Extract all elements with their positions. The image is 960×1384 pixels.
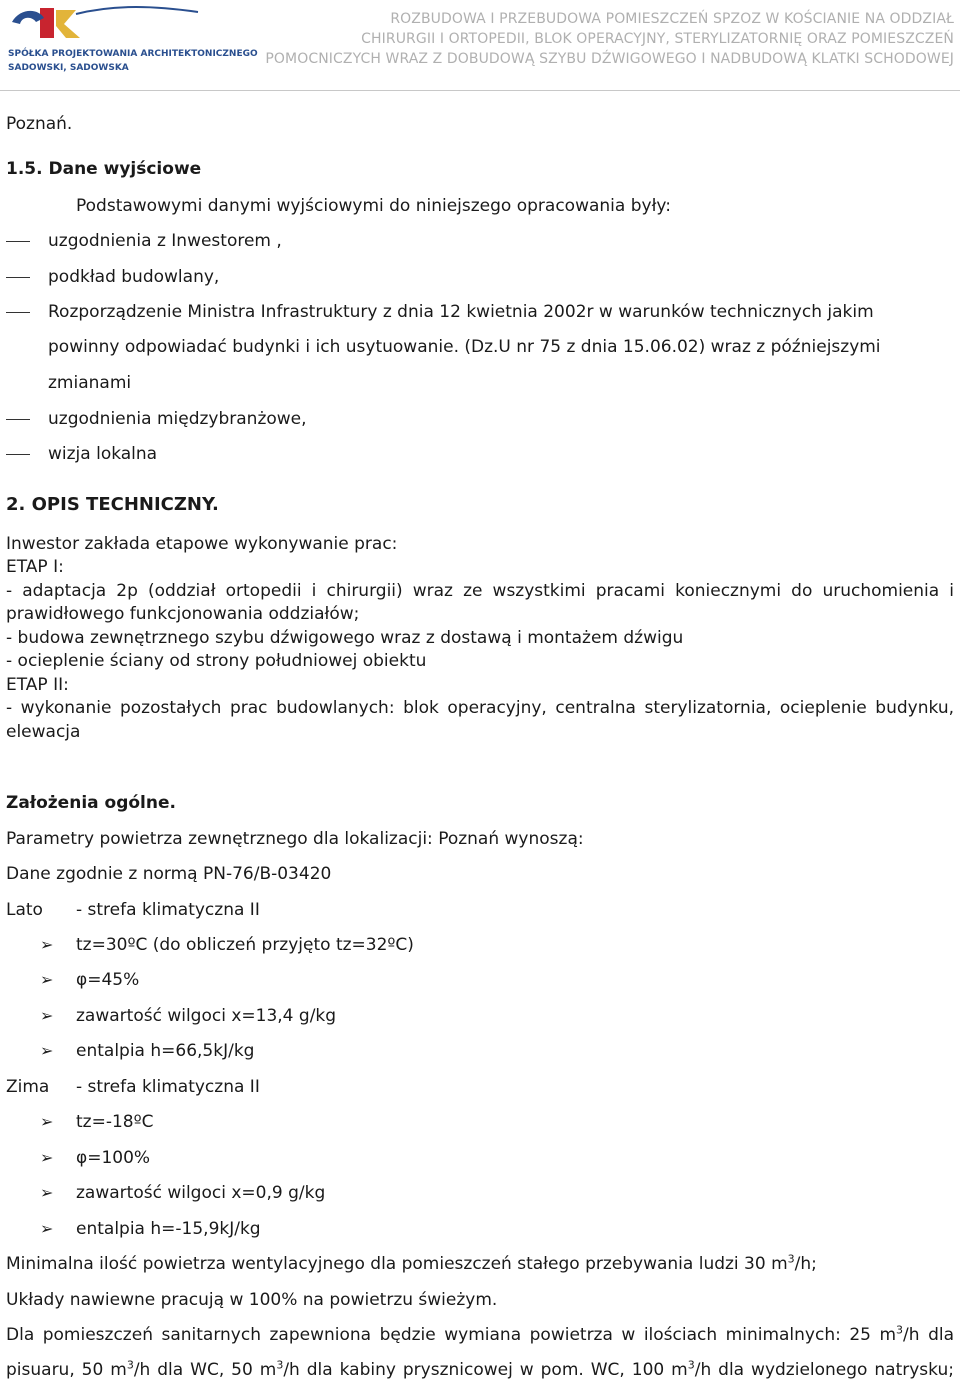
arrow-bullet-icon: ➢ <box>40 935 54 954</box>
etap-1-label: ETAP I: <box>6 557 64 577</box>
winter-label: Zima <box>6 1077 50 1097</box>
list-item-continued: powinny odpowiadać budynki i ich usytuowanie. (Dz.U nr 75 z dnia 15.06.02) wraz z późniejszymi <box>48 337 881 357</box>
arrow-bullet-icon: ➢ <box>40 970 54 989</box>
dash-bullet <box>6 241 30 242</box>
logo-blue-arc <box>12 11 44 24</box>
summer-param: φ=45% <box>76 970 140 990</box>
separate-shower-text: /h dla wydzielonego natrysku; <box>694 1360 954 1380</box>
dash-bullet <box>6 454 30 455</box>
logo-company-name: SPÓŁKA PROJEKTOWANIA ARCHITEKTONICZNEGO <box>8 49 258 59</box>
winter-param: entalpia h=-15,9kJ/kg <box>76 1219 261 1239</box>
winter-zone: - strefa klimatyczna II <box>76 1077 260 1097</box>
etap-1-item-1-cont: prawidłowego funkcjonowania oddziałów; <box>6 604 360 624</box>
min-air-unit: /h; <box>794 1254 817 1274</box>
section-1-5-heading: 1.5. Dane wyjściowe <box>6 159 202 179</box>
header-divider <box>0 90 960 91</box>
arrow-bullet-icon: ➢ <box>40 1041 54 1060</box>
section-2-heading: 2. OPIS TECHNICZNY. <box>6 494 219 515</box>
sanitary-unit: /h dla <box>903 1325 954 1345</box>
sanitary-detail-line <box>6 1359 954 1381</box>
min-air-line <box>6 1253 817 1275</box>
project-title <box>214 9 954 69</box>
list-item: podkład budowlany, <box>48 267 220 287</box>
page-header <box>0 0 960 92</box>
superscript: 3 <box>896 1323 904 1337</box>
arrow-bullet-icon: ➢ <box>40 1112 54 1131</box>
winter-param: φ=100% <box>76 1148 151 1168</box>
etap-1-item-2: - budowa zewnętrznego szybu dźwigowego wraz z dostawą i montażem dźwigu <box>6 628 684 648</box>
summer-zone: - strefa klimatyczna II <box>76 900 260 920</box>
arrow-bullet-icon: ➢ <box>40 1183 54 1202</box>
project-title-line-3: POMOCNICZYCH WRAZ Z DOBUDOWĄ SZYBU DŹWIGOWEGO I NADBUDOWĄ KLATKI SCHODOWEJ <box>265 51 954 67</box>
summer-param: zawartość wilgoci x=13,4 g/kg <box>76 1006 337 1026</box>
dash-bullet <box>6 312 30 313</box>
urinal-text: pisuaru, 50 m <box>6 1360 127 1380</box>
superscript: 3 <box>787 1252 795 1266</box>
supply-line: Układy nawiewne pracują w 100% na powietrzu świeżym. <box>6 1290 498 1310</box>
params-line: Parametry powietrza zewnętrznego dla lokalizacji: Poznań wynoszą: <box>6 829 584 849</box>
list-item-continued: zmianami <box>48 373 132 393</box>
sanitary-line <box>6 1324 954 1346</box>
superscript: 3 <box>276 1358 284 1372</box>
etap-2-label: ETAP II: <box>6 675 69 695</box>
shower-text: /h dla kabiny prysznicowej w pom. WC, 100 m <box>283 1360 688 1380</box>
assumptions-heading: Założenia ogólne. <box>6 793 176 813</box>
dash-bullet <box>6 419 30 420</box>
etap-1-item-1: - adaptacja 2p (oddział ortopedii i chirurgii) wraz ze wszystkimi pracami koniecznymi do uruchomienia i <box>6 581 954 601</box>
sanitary-text: Dla pomieszczeń sanitarnych zapewniona będzie wymiana powietrza w ilościach minimalnych: 25 m <box>6 1325 897 1345</box>
etap-2-item-1-cont: elewacja <box>6 722 81 742</box>
investor-line: Inwestor zakłada etapowe wykonywanie prac: <box>6 534 398 554</box>
arrow-bullet-icon: ➢ <box>40 1148 54 1167</box>
company-logo <box>6 4 258 84</box>
logo-swoosh <box>76 7 198 14</box>
project-title-line-1: ROZBUDOWA I PRZEBUDOWA POMIESZCZEŃ SPZOZ W KOŚCIANIE NA ODDZIAŁ <box>390 11 954 27</box>
project-title-line-2: CHIRURGII I ORTOPEDII, BLOK OPERACYJNY, STERYLIZATORNIĘ ORAZ POMIESZCZEŃ <box>361 31 954 47</box>
intro-text: Podstawowymi danymi wyjściowymi do niniejszego opracowania były: <box>76 196 671 216</box>
superscript: 3 <box>687 1358 695 1372</box>
superscript: 3 <box>126 1358 134 1372</box>
list-item: uzgodnienia z Inwestorem , <box>48 231 282 251</box>
winter-param: tz=-18ºC <box>76 1112 154 1132</box>
list-item: wizja lokalna <box>48 444 158 464</box>
norm-line: Dane zgodnie z normą PN-76/B-03420 <box>6 864 332 884</box>
arrow-bullet-icon: ➢ <box>40 1006 54 1025</box>
summer-label: Lato <box>6 900 43 920</box>
summer-param: entalpia h=66,5kJ/kg <box>76 1041 255 1061</box>
logo-owners: SADOWSKI, SADOWSKA <box>8 63 129 73</box>
city-line: Poznań. <box>6 114 73 134</box>
arrow-bullet-icon: ➢ <box>40 1219 54 1238</box>
etap-2-item-1: - wykonanie pozostałych prac budowlanych: blok operacyjny, centralna sterylizatornia, ocieplenie budynku, <box>6 698 954 718</box>
etap-1-item-3: - ocieplenie ściany od strony południowej obiektu <box>6 651 427 671</box>
logo-red-block <box>40 8 54 38</box>
min-air-text: Minimalna ilość powietrza wentylacyjnego dla pomieszczeń stałego przebywania ludzi 30 m <box>6 1254 788 1274</box>
list-item: uzgodnienia międzybranżowe, <box>48 409 307 429</box>
wc-text: /h dla WC, 50 m <box>133 1360 277 1380</box>
winter-param: zawartość wilgoci x=0,9 g/kg <box>76 1183 326 1203</box>
list-item: Rozporządzenie Ministra Infrastruktury z dnia 12 kwietnia 2002r w warunków technicznych jakim <box>48 302 874 322</box>
dash-bullet <box>6 277 30 278</box>
summer-param: tz=30ºC (do obliczeń przyjęto tz=32ºC) <box>76 935 414 955</box>
